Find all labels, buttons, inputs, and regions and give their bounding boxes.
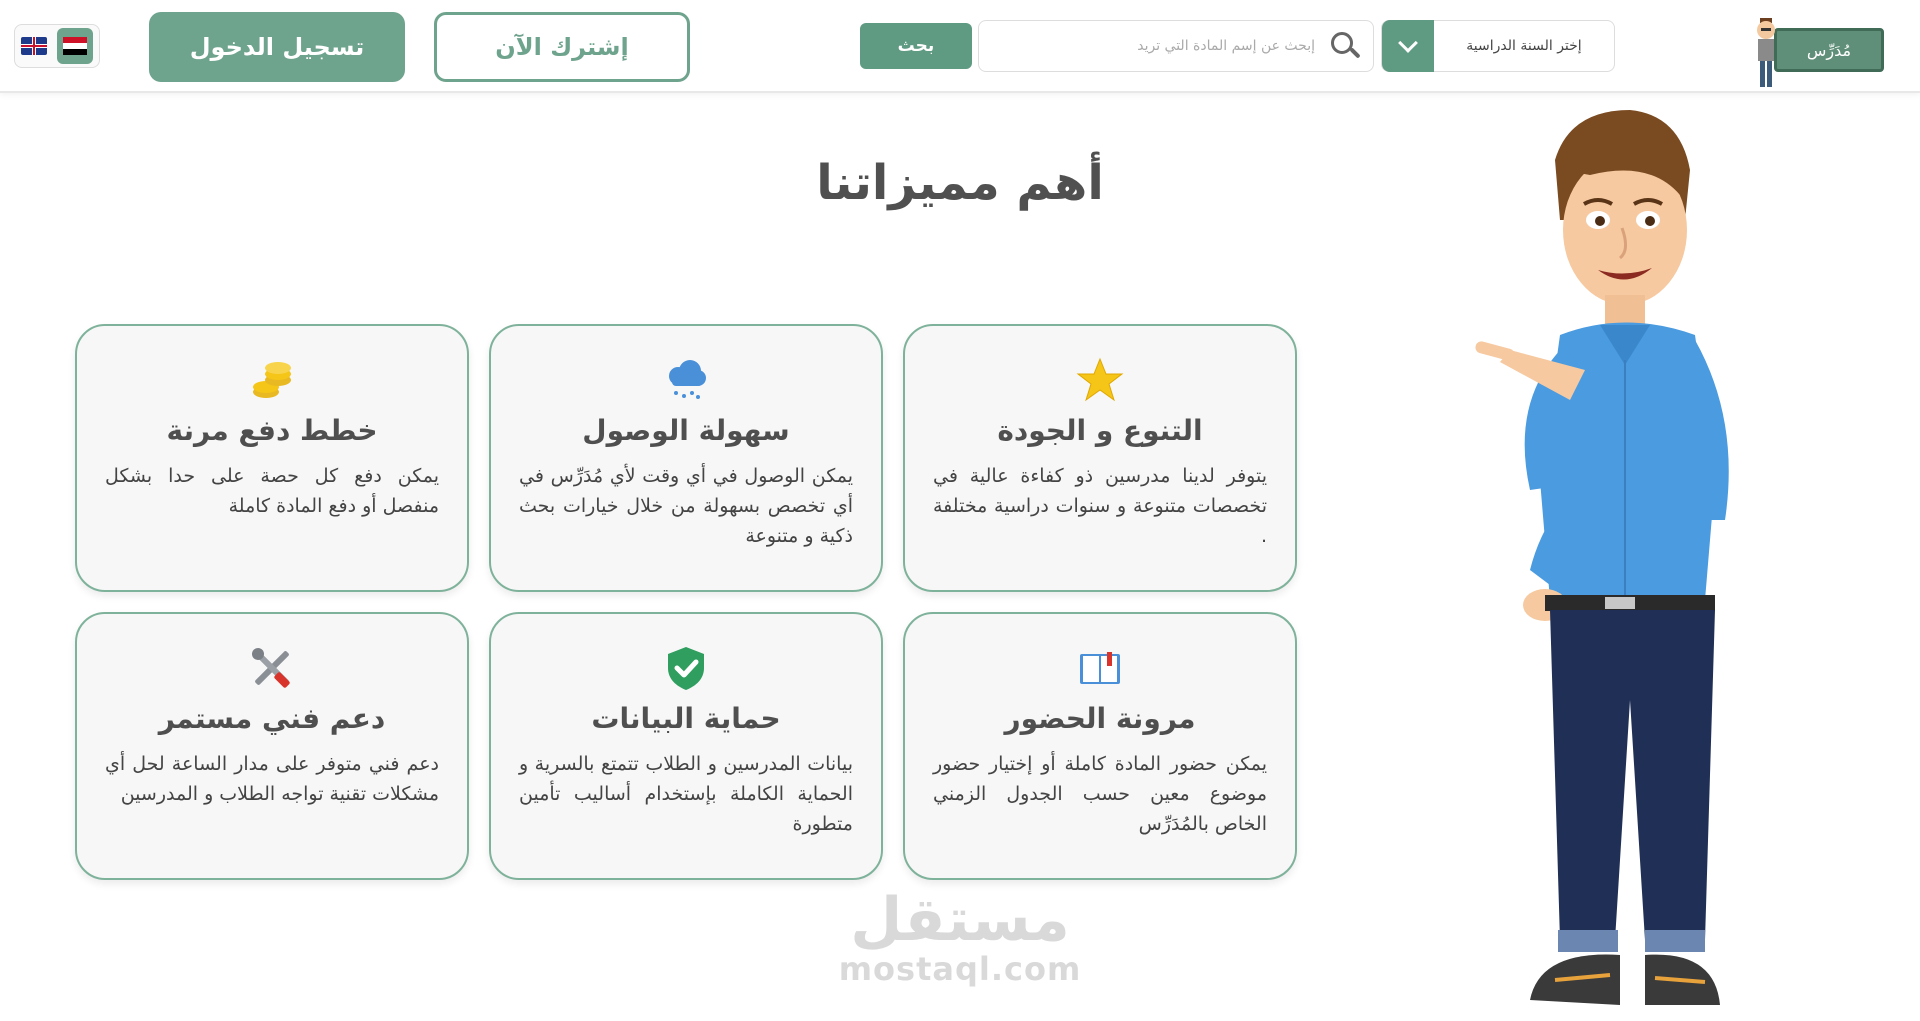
feature-card-access	[489, 324, 883, 592]
teacher-logo-icon	[1748, 14, 1784, 90]
book-icon	[1074, 642, 1126, 694]
feature-description: بيانات المدرسين و الطلاب تتمتع بالسرية و الحماية الكاملة بإستخدام أساليب تأمين متطورة	[519, 753, 853, 835]
language-switcher	[14, 24, 100, 68]
egypt-flag-icon[interactable]	[57, 28, 93, 64]
top-navbar	[0, 0, 1920, 93]
feature-description: يمكن دفع كل حصة على حدا بشكل منفصل أو دفع المادة كاملة	[105, 465, 439, 517]
watermark-latin: mostaql.com	[838, 950, 1082, 988]
logo-board	[1774, 28, 1884, 72]
feature-title: سهولة الوصول	[582, 414, 790, 447]
feature-title: مرونة الحضور	[1004, 702, 1196, 735]
cloud-icon	[660, 354, 712, 406]
feature-card-support	[75, 612, 469, 880]
signup-button[interactable]: إشترك الآن	[434, 12, 690, 82]
feature-description: دعم فني متوفر على مدار الساعة لحل أي مشكلات تقنية تواجه الطلاب و المدرسين	[105, 753, 439, 805]
feature-title: التنوع و الجودة	[997, 414, 1203, 447]
feature-description: يمكن الوصول في أي وقت لأي مُدَرِّس في أي تخصص بسهولة من خلال خيارات بحث ذكية و متنوعة	[519, 465, 853, 547]
login-button[interactable]: تسجيل الدخول	[149, 12, 405, 82]
feature-card-variety	[903, 324, 1297, 592]
shield-check-icon	[660, 642, 712, 694]
feature-card-attendance	[903, 612, 1297, 880]
feature-card-payment	[75, 324, 469, 592]
chevron-down-icon[interactable]	[1382, 20, 1434, 72]
year-select[interactable]	[1381, 20, 1615, 72]
feature-card-data-protection	[489, 612, 883, 880]
coins-icon	[246, 354, 298, 406]
watermark-arabic: مستقل	[850, 885, 1070, 955]
teacher-character-illustration	[1470, 100, 1770, 1021]
logo-text: مُدَرِّس	[1806, 40, 1852, 60]
search-icon[interactable]	[1329, 30, 1361, 62]
year-select-label: إختر السنة الدراسية	[1466, 38, 1582, 54]
feature-title: دعم فني مستمر	[158, 702, 386, 735]
feature-description: يمكن حضور المادة كاملة أو إختيار حضور موضوع معين حسب الجدول الزمني الخاص بالمُدَرِّس	[933, 753, 1267, 835]
star-icon	[1074, 354, 1126, 406]
logo[interactable]	[1748, 14, 1888, 90]
search-input[interactable]	[978, 20, 1374, 72]
search-placeholder: إبحث عن إسم المادة التي تريد	[1137, 38, 1315, 54]
feature-title: خطط دفع مرنة	[166, 414, 378, 447]
watermark	[830, 885, 1090, 988]
search-button[interactable]: بحث	[860, 23, 972, 69]
english-flag-icon[interactable]	[21, 37, 47, 55]
section-title: أهم مميزاتنا	[816, 155, 1104, 211]
feature-title: حماية البيانات	[591, 702, 781, 735]
tools-icon	[246, 642, 298, 694]
feature-description: يتوفر لدينا مدرسين ذو كفاءة عالية في تخصصات متنوعة و سنوات دراسية مختلفة .	[933, 465, 1267, 547]
